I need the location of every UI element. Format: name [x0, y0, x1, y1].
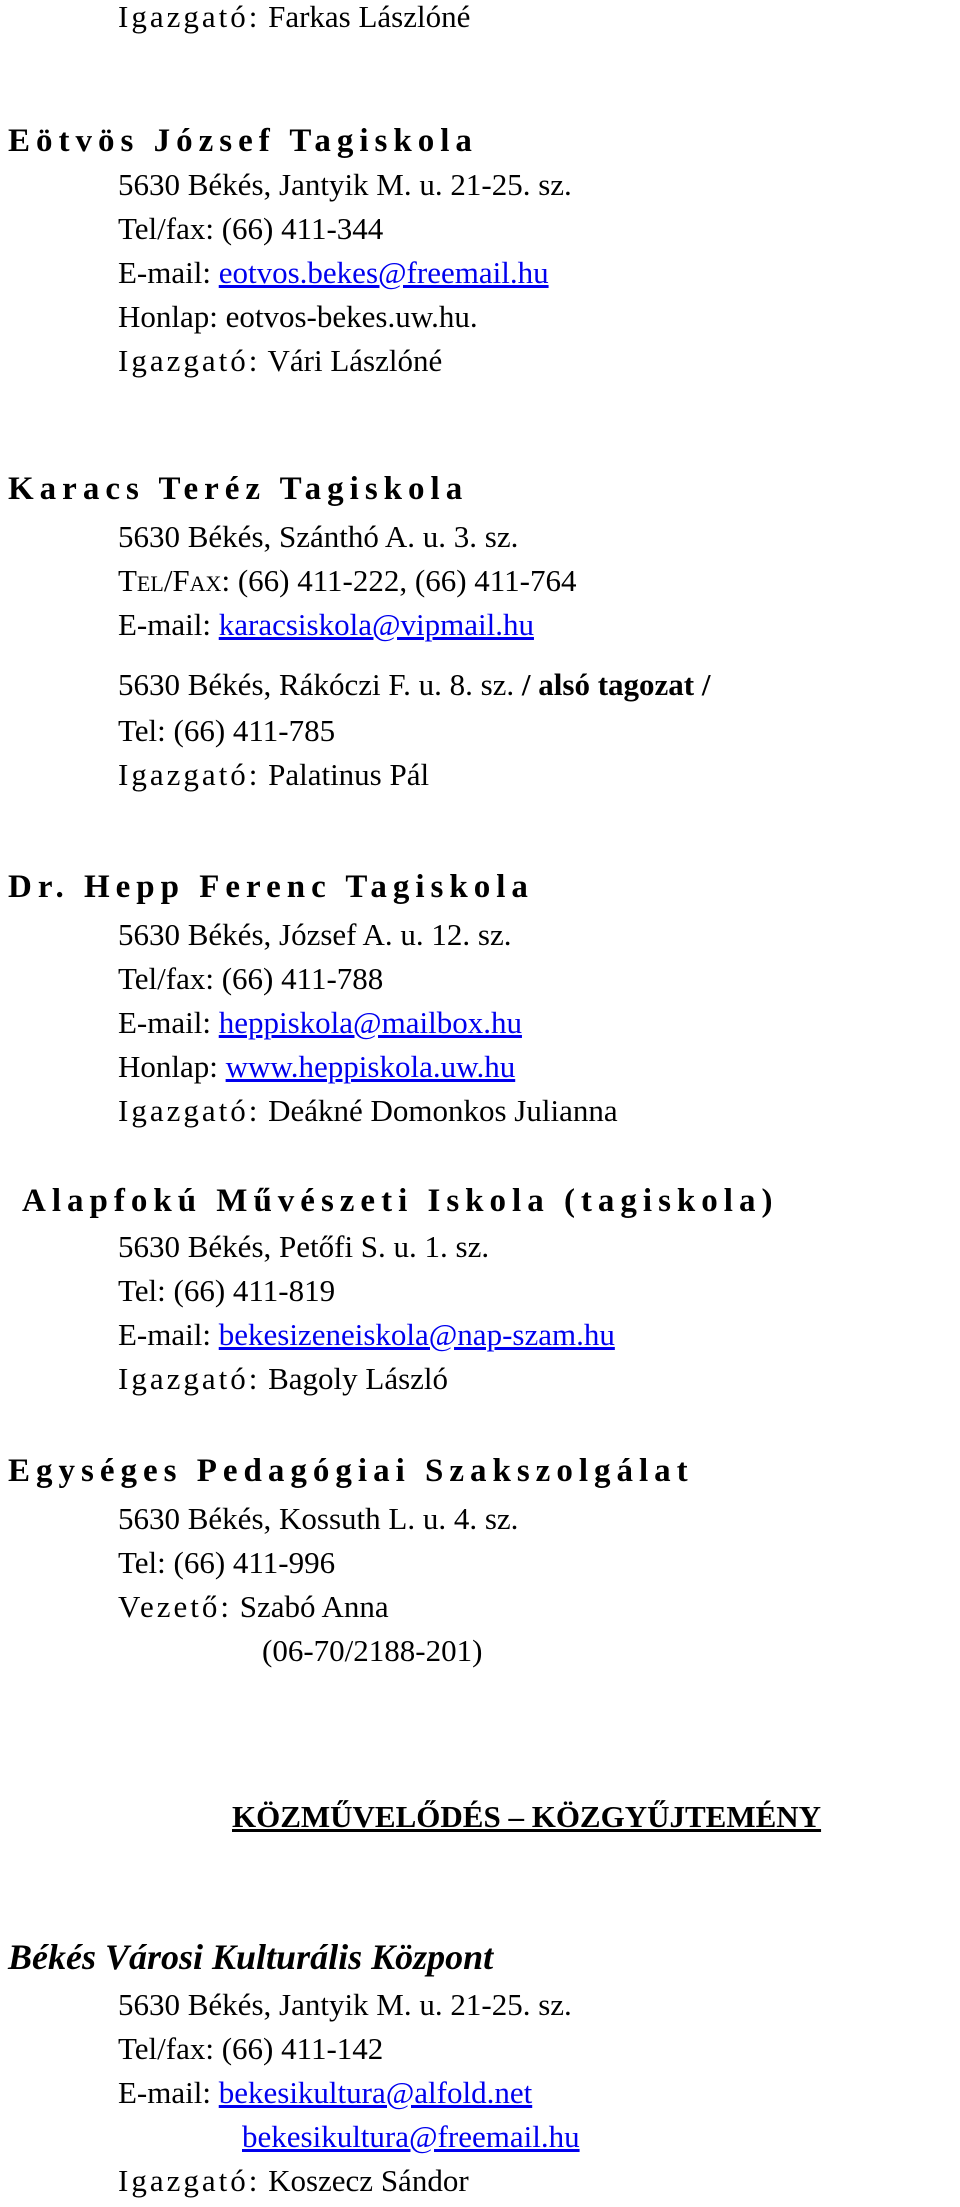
address: 5630 Békés, József A. u. 12. sz. [118, 917, 512, 952]
website-line: Honlap: www.heppiskola.uw.hu [118, 1049, 516, 1084]
address: 5630 Békés, Kossuth L. u. 4. sz. [118, 1501, 519, 1536]
section-heading: KÖZMŰVELŐDÉS – KÖZGYŰJTEMÉNY [232, 1799, 822, 1834]
director-line: Igazgató: Koszecz Sándor [118, 2163, 469, 2198]
director-line: Igazgató: Vári Lászlóné [118, 343, 443, 378]
address: 5630 Békés, Jantyik M. u. 21-25. sz. [118, 1987, 572, 2022]
director-line: Igazgató: Deákné Domonkos Julianna [118, 1093, 618, 1128]
school-title-hepp: Dr. Hepp Ferenc Tagiskola [8, 869, 534, 905]
service-title-egyseges: Egységes Pedagógiai Szakszolgálat [8, 1453, 694, 1489]
email-line: E-mail: karacsiskola@vipmail.hu [118, 607, 534, 642]
email-link[interactable]: bekesizeneiskola@nap-szam.hu [218, 1317, 615, 1352]
institution-title-kulturalis: Békés Városi Kulturális Központ [8, 1937, 494, 1977]
email-link[interactable]: bekesikultura@freemail.hu [242, 2119, 580, 2154]
phone-line: Tel/Fax: (66) 411-222, (66) 411-764 [118, 563, 577, 598]
email-line: E-mail: bekesikultura@alfold.net [118, 2075, 533, 2110]
email-line-secondary [242, 2118, 580, 2156]
website-link[interactable]: www.heppiskola.uw.hu [225, 1049, 516, 1084]
phone: Tel: (66) 411-819 [118, 1273, 336, 1308]
phone: Tel/fax: (66) 411-142 [118, 2031, 384, 2066]
school-title-eotvos: Eötvös József Tagiskola [8, 123, 478, 159]
phone: Tel/fax: (66) 411-344 [118, 211, 384, 246]
phone: Tel: (66) 411-996 [118, 1545, 336, 1580]
mobile-phone: (06-70/2188-201) [262, 1633, 483, 1668]
email-link[interactable]: bekesikultura@alfold.net [218, 2075, 533, 2110]
address: 5630 Békés, Jantyik M. u. 21-25. sz. [118, 167, 572, 202]
address: 5630 Békés, Petőfi S. u. 1. sz. [118, 1229, 490, 1264]
email-line: E-mail: bekesizeneiskola@nap-szam.hu [118, 1317, 615, 1352]
website: Honlap: eotvos-bekes.uw.hu. [118, 299, 478, 334]
phone: Tel: (66) 411-785 [118, 713, 336, 748]
address: 5630 Békés, Szánthó A. u. 3. sz. [118, 519, 519, 554]
director-line: Igazgató: Farkas Lászlóné [118, 0, 471, 34]
email-link[interactable]: heppiskola@mailbox.hu [218, 1005, 522, 1040]
school-title-muveszeti: Alapfokú Művészeti Iskola (tagiskola) [22, 1183, 779, 1219]
director-line: Igazgató: Bagoly László [118, 1361, 449, 1396]
phone: Tel/fax: (66) 411-788 [118, 961, 384, 996]
email-line: E-mail: eotvos.bekes@freemail.hu [118, 255, 549, 290]
leader-line: Vezető: Szabó Anna [118, 1589, 389, 1624]
email-link[interactable]: karacsiskola@vipmail.hu [218, 607, 534, 642]
address-secondary: 5630 Békés, Rákóczi F. u. 8. sz. / alsó tagozat / [118, 667, 711, 702]
email-link[interactable]: eotvos.bekes@freemail.hu [218, 255, 549, 290]
director-line: Igazgató: Palatinus Pál [118, 757, 430, 792]
school-title-karacs: Karacs Teréz Tagiskola [8, 471, 469, 507]
email-line: E-mail: heppiskola@mailbox.hu [118, 1005, 522, 1040]
